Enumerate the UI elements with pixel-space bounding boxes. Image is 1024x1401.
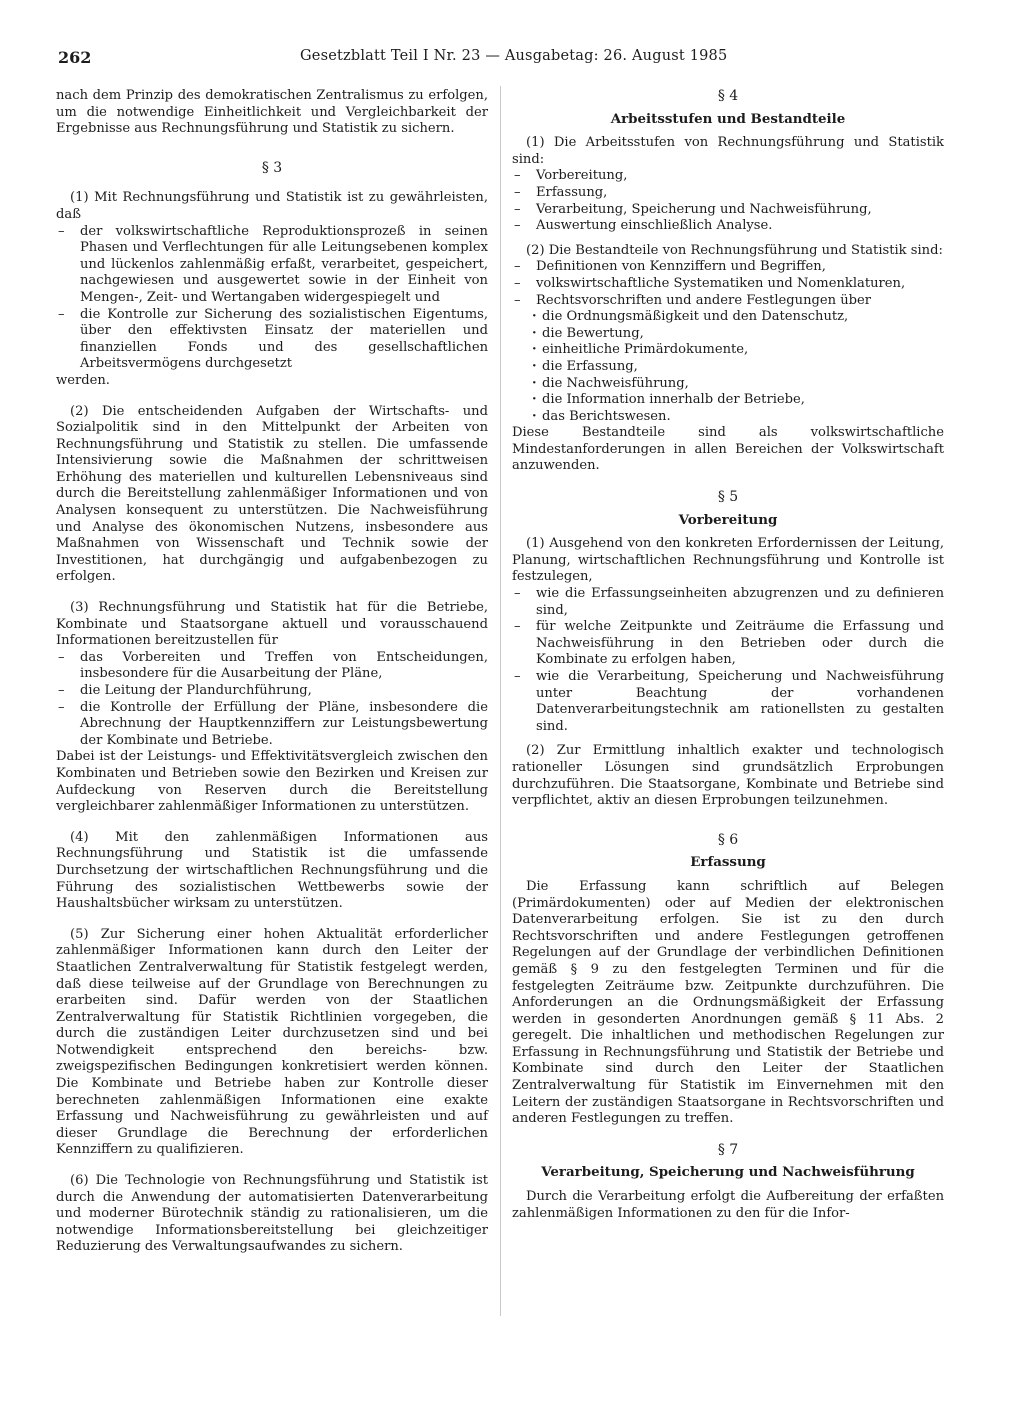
s3-paragraph-2: (2) Die entscheidenden Aufgaben der Wirtschafts- und Sozialpolitik sind in den Mittelpunkt der Arbeiten von Rechnungsführung und Statistik zu stellen. Die umfassende Intensivierung sowie die Maßnahmen der schrittweisen Erhöhung des materiellen und kulturellen Lebensniveaus sind durch die Bereitstellung zahlenmäßiger Informationen und von Analysen konsequent zu unterstützen. Die Nachweisführung und Analyse des ökonomischen Nutzens, insbesondere aus Maßnahmen von Wissenschaft und Technik sowie der Investitionen, hat durchgängig und aufgabenbezogen zu erfolgen. bbox=[56, 403, 488, 585]
s4-paragraph-2-end: Diese Bestandteile sind als volkswirtschaftliche Mindestanforderungen in allen Bereichen der Volkswirtschaft anzuwenden. bbox=[512, 425, 944, 474]
section-7-number: § 7 bbox=[717, 1141, 739, 1158]
s4-p2-subitem: · einheitliche Primärdokumente, bbox=[512, 342, 944, 359]
page-number: 262 bbox=[58, 48, 92, 67]
s3-paragraph-5: (5) Zur Sicherung einer hohen Aktualität erforderlicher zahlenmäßiger Informationen kann durch den Leiter der Staatlichen Zentralverwaltung für Statistik festgelegt werden, daß diese teilweise auf der Grundlage von Berechnungen zu erarbeiten sind. Dafür werden von der Staatlichen Zentralverwaltung für Statistik Richtlinien vorgegeben, die durch die zuständigen Leiter durchzusetzen sind und bei Notwendigkeit entsprechend den bereichs- bzw. zweigspezifischen Bedingungen konkretisiert werden können. Die Kombinate und Betriebe haben zur Kontrolle dieser berechneten zahlenmäßigen Informationen eine exakte Erfassung und Nachweisführung zu gewährleisten und auf dieser Grundlage die Berechnung der erforderlichen Kennziffern zu qualifizieren. bbox=[56, 926, 488, 1158]
column-divider bbox=[500, 86, 501, 1316]
right-column bbox=[512, 88, 944, 1222]
s3-p1-item: – die Kontrolle zur Sicherung des sozialistischen Eigentums, über den effektivsten Einsatz der materiellen und finanziellen Fonds und des gesellschaftlichen Arbeitsvermögens durchgesetzt bbox=[56, 307, 488, 373]
page-header bbox=[48, 48, 948, 72]
s3-paragraph-4: (4) Mit den zahlenmäßigen Informationen aus Rechnungsführung und Statistik ist die umfassende Durchsetzung der wirtschaftlichen Rechnungsführung und die Führung des sozialistischen Wettbewerbs sowie der Haushaltsbücher wirksam zu unterstützen. bbox=[56, 829, 488, 912]
section-5-title: Vorbereitung bbox=[678, 511, 778, 528]
section-5-number: § 5 bbox=[717, 489, 739, 506]
s4-p2-subitem: · die Ordnungsmäßigkeit und den Datenschutz, bbox=[512, 309, 944, 326]
s6-paragraph-1: Die Erfassung kann schriftlich auf Belegen (Primärdokumenten) oder auf Medien der elektronischen Datenverarbeitung erfolgen. Sie ist zu den durch Rechtsvorschriften und andere Festlegungen getroffenen Regelungen auf der Grundlage der verbindlichen Definitionen gemäß § 9 zu den festgelegten Terminen und für die festgelegten Zeiträume bzw. Zeitpunkte durchzuführen. Die Anforderungen an die Ordnungsmäßigkeit der Erfassung werden in gesonderten Anordnungen gemäß § 11 Abs. 2 geregelt. Die inhaltlichen und methodischen Regelungen zur Erfassung in Rechnungsführung und Statistik der Betriebe und Kombinate sind durch den Leiter der Staatlichen Zentralverwaltung für Statistik im Einvernehmen mit den Leitern der zuständigen Staatsorgane in Rechtsvorschriften und anderen Festlegungen zu treffen. bbox=[512, 878, 944, 1127]
s3-p1-item: – der volkswirtschaftliche Reproduktionsprozeß in seinen Phasen und Verflechtungen für alle Leitungsebenen komplex und lückenlos zahlenmäßig erfaßt, verarbeitet, gespeichert, nachgewiesen und ausgewertet sowie in der Einheit von Mengen-, Zeit- und Wertangaben widergespiegelt und bbox=[56, 224, 488, 307]
s4-p2-subitem: · die Erfassung, bbox=[512, 359, 944, 376]
section-3-number: § 3 bbox=[261, 159, 283, 176]
s3-p3-item: – das Vorbereiten und Treffen von Entscheidungen, insbesondere für die Ausarbeitung der Pläne, bbox=[56, 650, 488, 683]
s4-paragraph-1: (1) Die Arbeitsstufen von Rechnungsführung und Statistik sind: bbox=[512, 135, 944, 167]
s4-p2-subitem: · die Information innerhalb der Betriebe, bbox=[512, 392, 944, 409]
s5-paragraph-1: (1) Ausgehend von den konkreten Erfordernissen der Leitung, Planung, wirtschaftlichen Rechnungsführung und Kontrolle ist festzulegen, bbox=[512, 536, 944, 585]
section-6-number: § 6 bbox=[717, 831, 739, 848]
s4-p1-item: – Vorbereitung, bbox=[512, 168, 944, 185]
s3-paragraph-1: (1) Mit Rechnungsführung und Statistik ist zu gewährleisten, daß bbox=[56, 190, 488, 222]
gazette-header-title: Gesetzblatt Teil I Nr. 23 — Ausgabetag: 26. August 1985 bbox=[300, 48, 728, 64]
s4-paragraph-2: (2) Die Bestandteile von Rechnungsführung und Statistik sind: bbox=[526, 242, 943, 258]
s4-p2-item: – Rechtsvorschriften und andere Festlegungen über bbox=[512, 293, 944, 310]
s4-p2-subitem: · die Nachweisführung, bbox=[512, 376, 944, 393]
section-4-title: Arbeitsstufen und Bestandteile bbox=[610, 110, 846, 127]
s4-p2-subitem: · die Bewertung, bbox=[512, 326, 944, 343]
s5-p1-item: – wie die Erfassungseinheiten abzugrenzen und zu definieren sind, bbox=[512, 586, 944, 619]
s3-paragraph-3-end: Dabei ist der Leistungs- und Effektivitätsvergleich zwischen den Kombinaten und Betrieben sowie den Bezirken und Kreisen zur Aufdeckung von Reserven durch die Bereitstellung vergleichbarer zahlenmäßiger Informationen zu unterstützen. bbox=[56, 749, 488, 815]
s5-p1-item: – für welche Zeitpunkte und Zeiträume die Erfassung und Nachweisführung in den Betrieben oder durch die Kombinate zu erfolgen haben, bbox=[512, 619, 944, 669]
section-4-number: § 4 bbox=[717, 88, 739, 104]
s3-paragraph-3: (3) Rechnungsführung und Statistik hat für die Betriebe, Kombinate und Staatsorgane aktuell und vorausschauend Informationen bereitzustellen für bbox=[56, 600, 488, 649]
s5-paragraph-2: (2) Zur Ermittlung inhaltlich exakter und technologisch rationeller Lösungen sind grundsätzlich Erprobungen durchzuführen. Die Staatsorgane, Kombinate und Betriebe sind verpflichtet, aktiv an diesen Erprobungen teilzunehmen. bbox=[512, 743, 944, 809]
s4-p2-item: – Definitionen von Kennziffern und Begriffen, bbox=[512, 259, 944, 276]
s4-p1-item: – Erfassung, bbox=[512, 185, 944, 202]
s3-paragraph-1-end: werden. bbox=[56, 372, 110, 388]
section-6-title: Erfassung bbox=[690, 854, 766, 871]
s3-p3-item: – die Leitung der Plandurchführung, bbox=[56, 683, 488, 700]
s4-p2-subitem: · das Berichtswesen. bbox=[512, 409, 944, 426]
s3-paragraph-6: (6) Die Technologie von Rechnungsführung und Statistik ist durch die Anwendung der automatisierten Datenverarbeitung und moderner Bürotechnik ständig zu rationalisieren, um die notwendige Informationsbereitstellung bei gleichzeitiger Reduzierung des Verwaltungsaufwandes zu sichern. bbox=[56, 1173, 488, 1255]
s4-p1-item: – Verarbeitung, Speicherung und Nachweisführung, bbox=[512, 202, 944, 219]
s4-p1-item: – Auswertung einschließlich Analyse. bbox=[512, 218, 944, 235]
section-7-title: Verarbeitung, Speicherung und Nachweisführung bbox=[541, 1164, 915, 1181]
left-column bbox=[56, 88, 488, 1256]
s7-paragraph-1: Durch die Verarbeitung erfolgt die Aufbereitung der erfaßten zahlenmäßigen Informationen zu den für die Infor- bbox=[512, 1189, 944, 1221]
s3-p3-item: – die Kontrolle der Erfüllung der Pläne, insbesondere die Abrechnung der Hauptkennziffern zur Leistungsbewertung der Kombinate und Betriebe. bbox=[56, 700, 488, 750]
s4-p2-item: – volkswirtschaftliche Systematiken und Nomenklaturen, bbox=[512, 276, 944, 293]
s5-p1-item: – wie die Verarbeitung, Speicherung und Nachweisführung unter Beachtung der vorhandenen Datenverarbeitungstechnik am rationellsten zu gestalten sind. bbox=[512, 669, 944, 735]
intro-paragraph: nach dem Prinzip des demokratischen Zentralismus zu erfolgen, um die notwendige Einheitlichkeit und Vergleichbarkeit der Ergebnisse aus Rechnungsführung und Statistik zu sichern. bbox=[56, 88, 488, 137]
